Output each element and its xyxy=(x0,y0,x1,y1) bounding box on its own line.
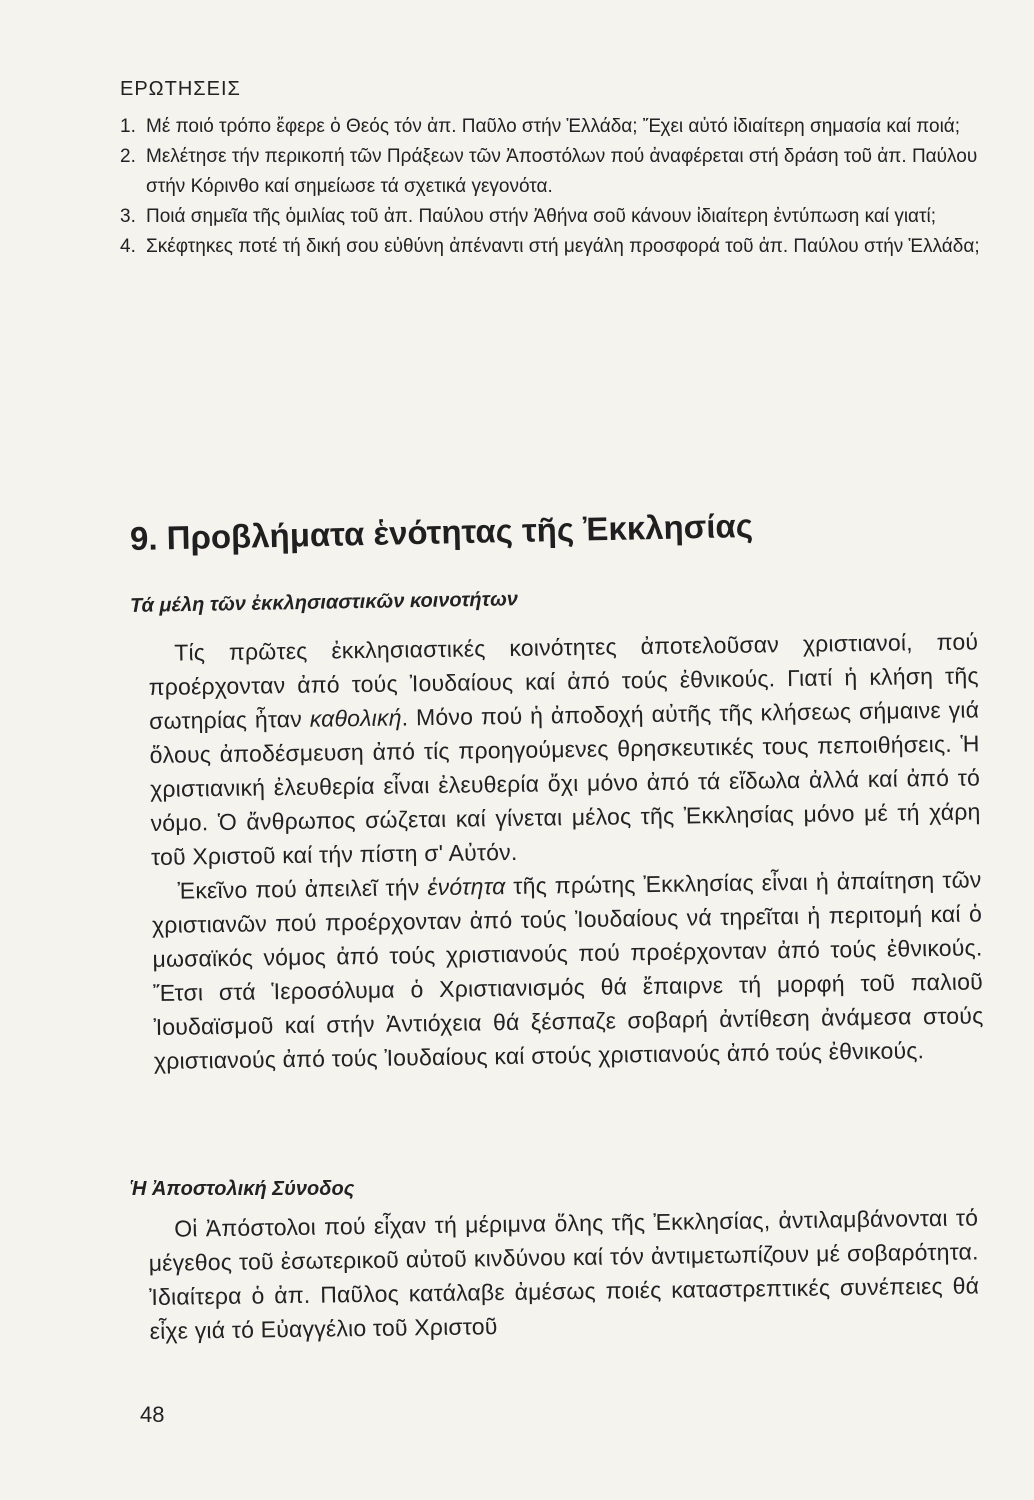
question-number: 4. xyxy=(120,236,136,257)
questions-heading: ΕΡΩΤΗΣΕΙΣ xyxy=(120,78,241,100)
section-title: 9. Προβλήματα ἑνότητας τῆς Ἐκκλησίας xyxy=(129,506,754,557)
section-body-members xyxy=(148,624,984,1078)
emphasis-text: καθολική xyxy=(309,704,402,732)
question-number: 2. xyxy=(120,146,136,167)
subheading-apostolic-synod: Ἡ Ἀποστολική Σύνοδος xyxy=(130,1178,355,1200)
question-item xyxy=(120,232,980,262)
question-number: 1. xyxy=(120,116,136,137)
paragraph-text: . Μόνο πού ἡ ἀποδοχή αὐτῆς τῆς κλήσεως σήμαινε γιά ὅλους ἀποδέσμευση ἀπό τίς προηγούμενες θρησκευτικές τους πεποιθήσεις. Ἡ χριστιανική ἐλευθερία εἶναι ἐλευθερία ὄχι μόνο ἀπό τά εἴδωλα ἀλλά καί ἀπό τό νόμο. Ὁ ἄνθρωπος σώζεται καί γίνεται μέλος τῆς Ἐκκλησίας μόνο μέ τή χάρη τοῦ Χριστοῦ καί τήν πίστη σ' Αὐτόν. xyxy=(149,696,981,870)
question-item xyxy=(120,142,980,202)
subheading-members: Τά μέλη τῶν ἐκκλησιαστικῶν κοινοτήτων xyxy=(129,588,519,617)
paragraph xyxy=(148,624,981,874)
question-text: Μελέτησε τήν περικοπή τῶν Πράξεων τῶν Ἀποστόλων πού ἀναφέρεται στή δράση τοῦ ἀπ. Παύλου στήν Κόρινθο καί σημείωσε τά σχετικά γεγονότα. xyxy=(146,146,978,197)
question-number: 3. xyxy=(120,206,136,227)
questions-list xyxy=(120,112,980,262)
paragraph-text: Τίς πρῶτες ἐκκλησιαστικές κοινότητες ἀποτελοῦσαν χριστιανοί, πού προέρχονταν ἀπό τούς Ἰουδαίους καί ἀπό τούς ἐθνικούς. Γιατί ἡ κλήση τῆς σωτηρίας ἦταν xyxy=(148,628,979,734)
paragraph: Οἱ Ἀπόστολοι πού εἶχαν τή μέριμνα ὅλης τῆς Ἐκκλησίας, ἀντιλαμβάνονται τό μέγεθος τοῦ ἐσωτερικοῦ αὐτοῦ κινδύνου καί τόν ἀντιμετωπίζουν μέ σοβαρότητα. Ἰδιαίτερα ὁ ἀπ. Παῦλος κατάλαβε ἀμέσως ποιές καταστρεπτικές συνέπειες θά εἶχε γιά τό Εὐαγγέλιο τοῦ Χριστοῦ xyxy=(148,1204,980,1344)
question-text: Σκέφτηκες ποτέ τή δική σου εὐθύνη ἀπέναντι στή μεγάλη προσφορά τοῦ ἀπ. Παύλου στήν Ἑλλάδα; xyxy=(146,236,980,257)
emphasis-text: ἑνότητα xyxy=(427,873,506,901)
question-item xyxy=(120,202,980,232)
section-body-synod xyxy=(148,1200,980,1348)
question-text: Ποιά σημεῖα τῆς ὁμιλίας τοῦ ἀπ. Παύλου στήν Ἀθήνα σοῦ κάνουν ἰδιαίτερη ἐντύπωση καί γιατί; xyxy=(146,206,937,227)
question-text: Μέ ποιό τρόπο ἔφερε ὁ Θεός τόν ἀπ. Παῦλο στήν Ἑλλάδα; Ἔχει αὐτό ἰδιαίτερη σημασία καί ποιά; xyxy=(146,116,961,137)
paragraph-text: Ἐκεῖνο πού ἀπειλεῖ τήν xyxy=(177,874,428,904)
paragraph xyxy=(151,862,984,1078)
question-item xyxy=(120,112,980,142)
paragraph-text: τῆς πρώτης Ἐκκλησίας εἶναι ἡ ἀπαίτηση τῶν χριστιανῶν πού προέρχονταν ἀπό τούς Ἰουδαίους νά τηρεῖται ἡ περιτομή καί ὁ μωσαϊκός νόμος ἀπό τούς χριστιανούς πού προέρχονταν ἀπό τούς ἐθνικούς. Ἔτσι στά Ἱεροσόλυμα ὁ Χριστιανισμός θά ἔπαιρνε τή μορφή τοῦ παλιοῦ Ἰουδαϊσμοῦ καί στήν Ἀντιόχεια θά ξέσπαζε σοβαρή ἀντίθεση ἀνάμεσα στούς χριστιανούς ἀπό τούς Ἰουδαίους καί στούς χριστιανούς ἀπό τούς ἐθνικούς. xyxy=(151,866,984,1074)
page-number: 48 xyxy=(140,1402,165,1427)
